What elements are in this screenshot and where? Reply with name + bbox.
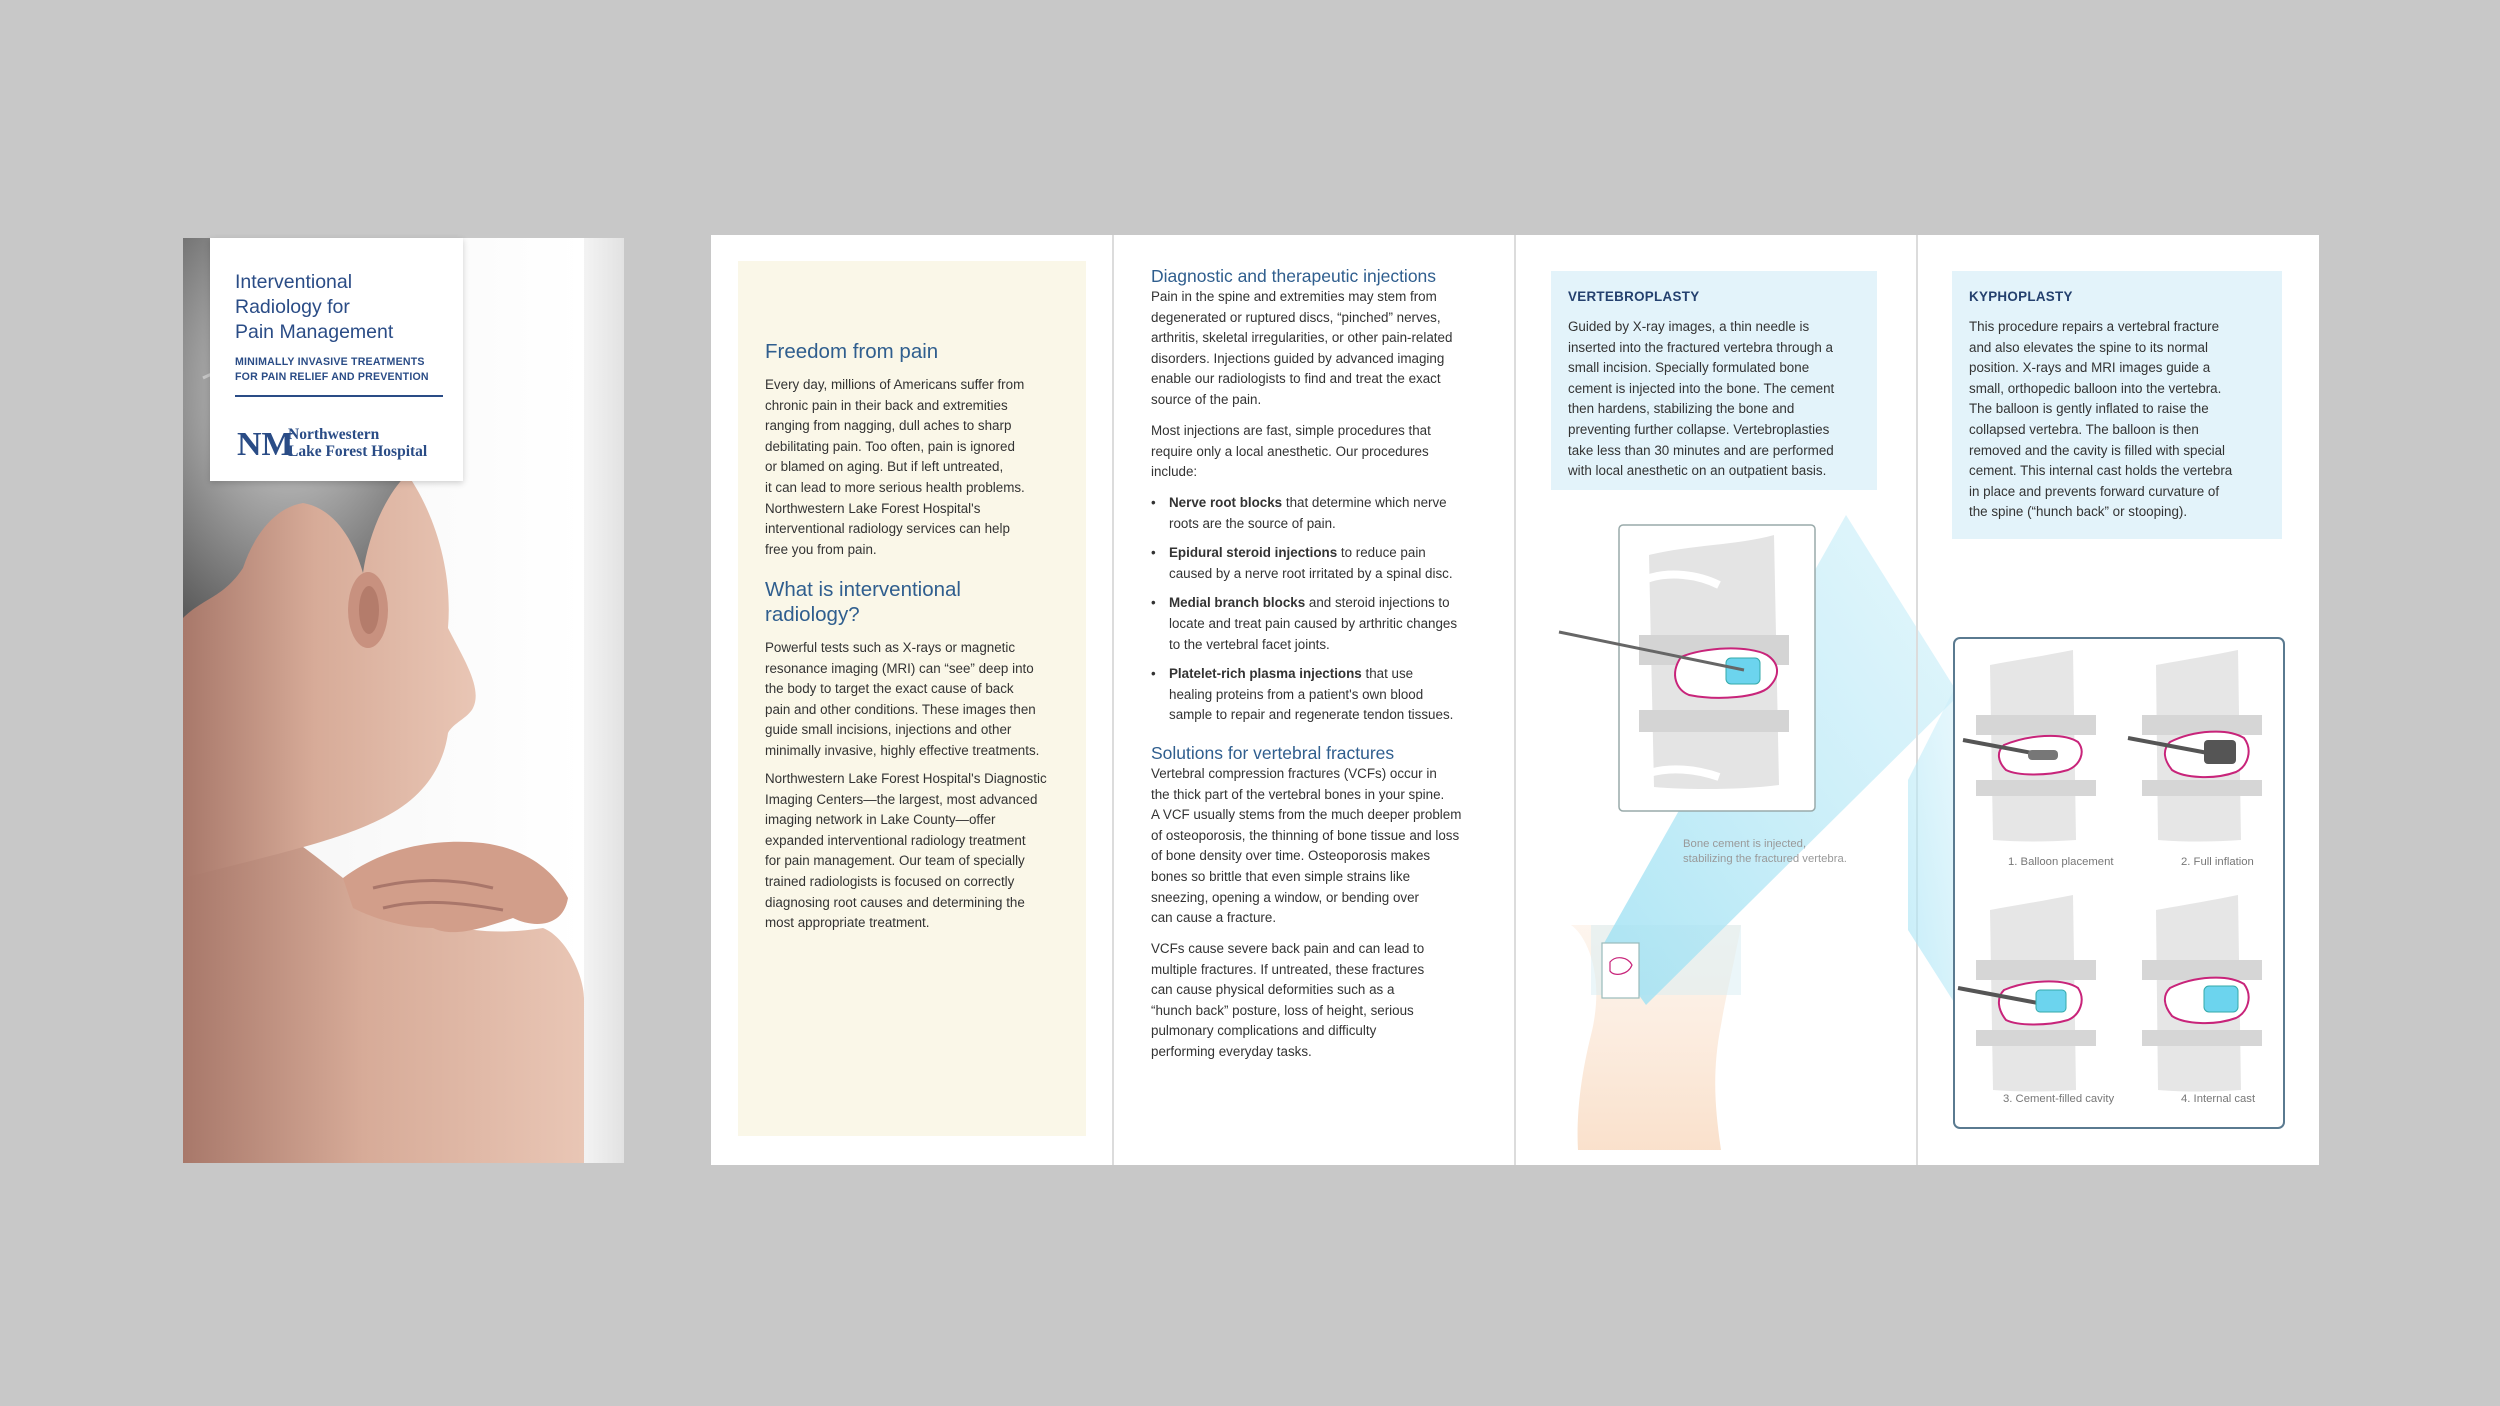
panel-kyphoplasty xyxy=(1918,235,2319,1165)
list-item: • Medial branch blocks and steroid injections to locate and treat pain caused by arthritic changes to the vertebral facet joints. xyxy=(1151,595,1458,652)
step-label-4: 4. Internal cast xyxy=(2181,1093,2256,1105)
cover-title-card xyxy=(210,238,463,481)
procedure-list xyxy=(1151,493,1457,726)
step-label-1: 1. Balloon placement xyxy=(2008,856,2114,868)
hospital-name: Northwestern Lake Forest Hospital xyxy=(288,426,428,460)
nm-logo-icon xyxy=(237,424,294,463)
brochure-cover xyxy=(183,238,624,1163)
vertebroplasty-text: Guided by X-ray images, a thin needle is inserted into the fractured vertebra through a small incision. Specially formulated bone cement is injected into the bone. The cement then hardens, stabilizing the bone and preventing further collapse. Vertebroplasties take less than 30 minutes and are performed with local anesthetic on an outpatient basis. xyxy=(1568,319,1835,479)
panel-injections xyxy=(1113,235,1513,1165)
vertebroplasty-caption: Bone cement is injected, stabilizing the fractured vertebra. xyxy=(1683,838,1847,865)
kyphoplasty-text: This procedure repairs a vertebral fracture and also elevates the spine to its normal position. X-rays and MRI images guide a small, orthopedic balloon into the vertebra. The balloon is gently inflated to raise the collapsed vertebra. The balloon is then removed and the cavity is filled with special cement. This internal cast holds the vertebra in place and prevents forward curvature of the spine (“hunch back” or stooping). xyxy=(1969,319,2233,520)
heading-injections: Diagnostic and therapeutic injections xyxy=(1151,266,1437,286)
panel-intro xyxy=(711,235,1112,1165)
list-item: • Epidural steroid injections to reduce pain caused by a nerve root irritated by a spinal disc. xyxy=(1151,545,1453,581)
vertebroplasty-info-box xyxy=(1551,271,1877,490)
cover-subtitle: MINIMALLY INVASIVE TREATMENTS FOR PAIN RELIEF AND PREVENTION xyxy=(235,356,429,383)
para-procedures-intro: Most injections are fast, simple procedures that require only a local anesthetic. Our procedures include: xyxy=(1151,423,1431,480)
cover-divider xyxy=(235,395,443,397)
vertebra-detail-illustration xyxy=(1609,515,1822,820)
kyphoplasty-info-box xyxy=(1952,271,2282,539)
panel-vertebroplasty xyxy=(1516,235,1916,1165)
heading-vertebral-fractures: Solutions for vertebral fractures xyxy=(1151,743,1395,763)
heading-what-is-ir: What is interventional radiology? xyxy=(765,578,961,626)
para-what-is-ir: Powerful tests such as X-rays or magnetic resonance imaging (MRI) can “see” deep into the body to target the exact cause of back pain and other conditions. These images then guide small incisions, injections and other minimally invasive, highly effective treatments. xyxy=(765,640,1040,758)
svg-text:NM: NM xyxy=(237,426,294,463)
para-freedom: Every day, millions of Americans suffer from chronic pain in their back and extremities ranging from nagging, dull aches to sharp debilitating pain. Too often, pain is ignored or blamed on aging. But if left untreated, it can lead to more serious health problems. Northwestern Lake Forest Hospital's interventional radiology services can help free you from pain. xyxy=(765,377,1025,557)
para-imaging-centers: Northwestern Lake Forest Hospital's Diagnostic Imaging Centers—the largest, most advanced imaging network in Lake County—offer expanded interventional radiology treatment for pain management. Our team of specially trained radiologists is focused on correctly diagnosing root causes and determining the most appropriate treatment. xyxy=(765,771,1047,931)
hospital-logo xyxy=(237,424,447,464)
step-label-2: 2. Full inflation xyxy=(2181,856,2254,868)
vertebroplasty-heading: VERTEBROPLASTY xyxy=(1568,289,1700,304)
list-item: • Nerve root blocks that determine which nerve roots are the source of pain. xyxy=(1151,495,1447,531)
kyphoplasty-heading: KYPHOPLASTY xyxy=(1969,289,2073,304)
cover-title: Interventional Radiology for Pain Management xyxy=(235,271,394,343)
cover-page-edge xyxy=(584,238,624,1163)
step-label-3: 3. Cement-filled cavity xyxy=(2003,1093,2115,1105)
para-injections: Pain in the spine and extremities may stem from degenerated or ruptured discs, “pinched” nerves, arthritis, skeletal irregularities, or other pain-related disorders. Injections guided by advanced imaging enable our radiologists to find and treat the exact source of the pain. xyxy=(1151,289,1453,407)
list-item: • Platelet-rich plasma injections that use healing proteins from a patient's own blood sample to repair and regenerate tendon tissues. xyxy=(1151,666,1454,723)
kyphoplasty-steps-illustration xyxy=(1908,620,2319,1165)
para-vcf-complications: VCFs cause severe back pain and can lead to multiple fractures. If untreated, these fractures can cause physical deformities such as a “hunch back” posture, loss of height, serious pulmonary complications and difficulty performing everyday tasks. xyxy=(1151,941,1425,1059)
brochure-interior xyxy=(711,235,2319,1165)
heading-freedom-from-pain: Freedom from pain xyxy=(765,340,939,363)
para-vcf: Vertebral compression fractures (VCFs) occur in the thick part of the vertebral bones in your spine. A VCF usually stems from the much deeper problem of osteoporosis, the thinning of bone tissue and loss of bone density over time. Osteoporosis makes bones so brittle that even simple strains like sneezing, opening a window, or bending over can cause a fracture. xyxy=(1151,766,1462,926)
